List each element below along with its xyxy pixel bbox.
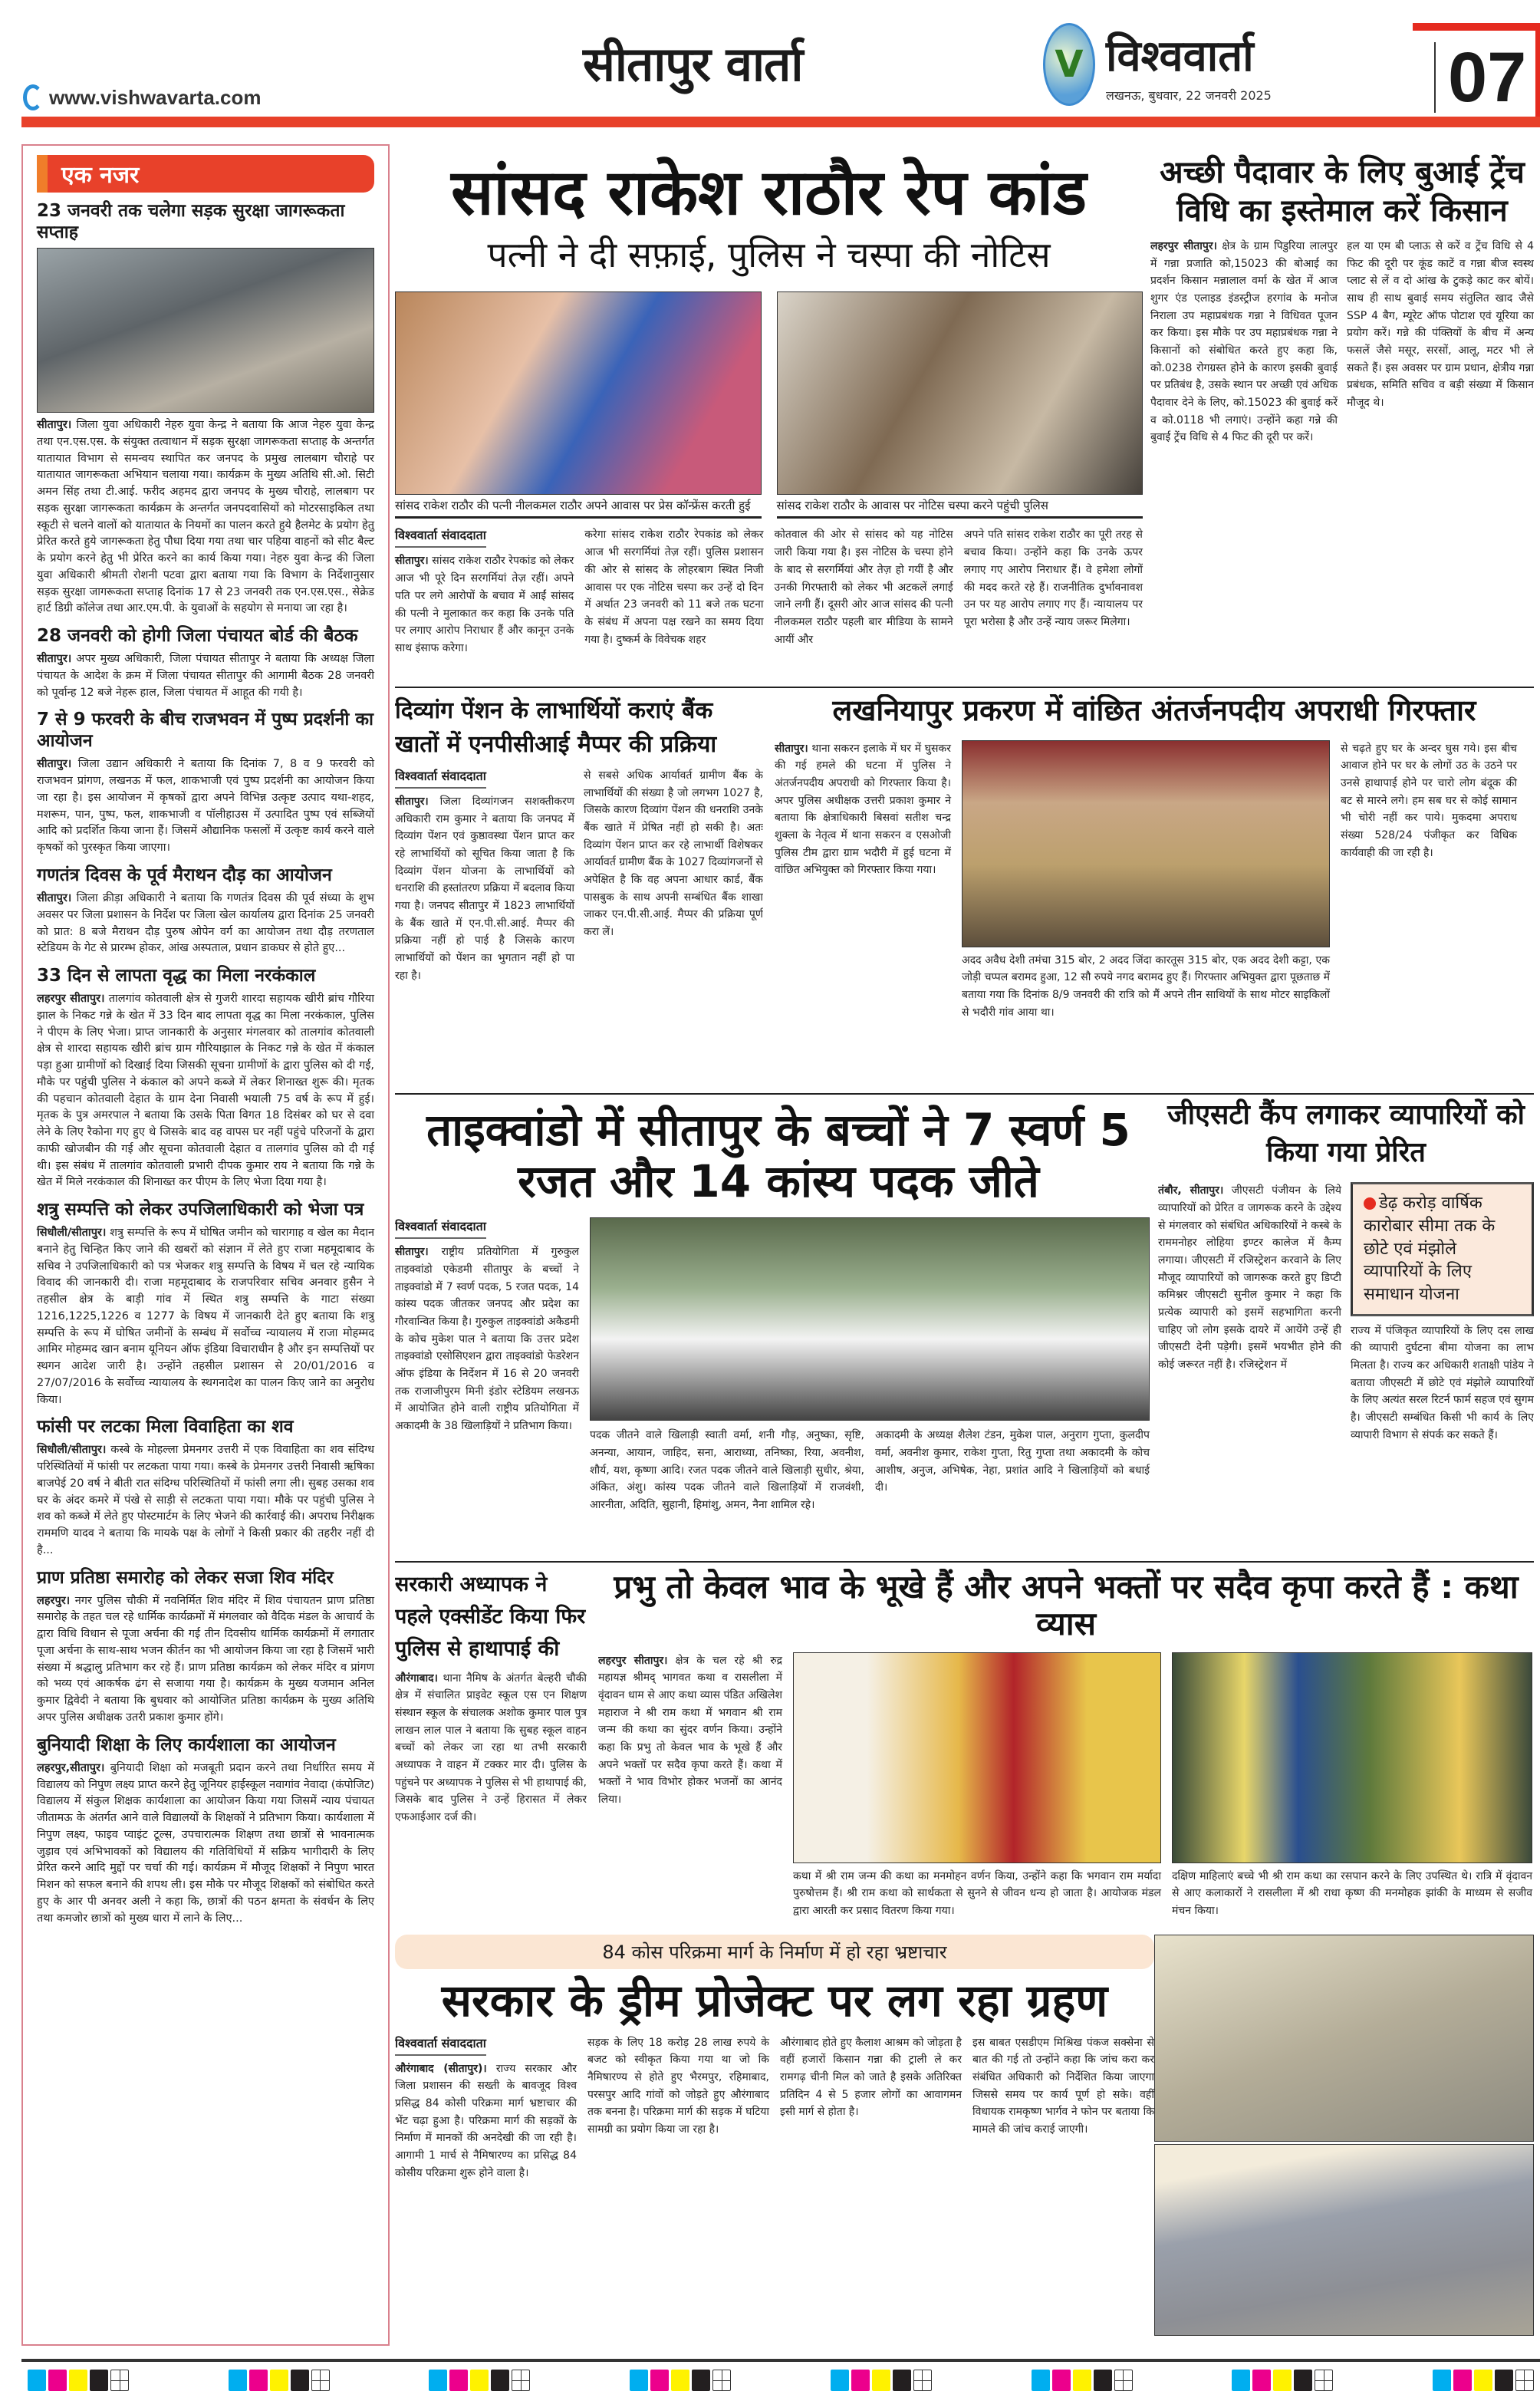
black-swatch	[90, 2370, 108, 2391]
brief-story	[37, 625, 374, 701]
black-swatch	[1094, 2370, 1112, 2391]
registration-mark-icon	[512, 2370, 530, 2391]
byline: विश्ववार्ता संवाददाता	[395, 767, 486, 789]
road-headline: सरकार के ड्रीम प्रोजेक्ट पर लग रहा ग्रहण	[441, 1974, 1108, 2027]
story-column: अकादमी के अध्यक्ष शैलेश टंडन, मुकेश पाल, अनुराग गुप्ता, कुलदीप वर्मा, अवनीश कुमार, राकेश गुप्ता, रितु गुप्ता तथा अकादमी के कोच आशीष, अनुज, अभिषेक, नेहा, प्रशांत आदि ने खिलाड़ियों को बधाई दी।	[875, 1429, 1150, 1494]
cyan-swatch	[1433, 2370, 1451, 2391]
teacher-headline: सरकारी अध्यापक ने पहले एक्सीडेंट किया फिर पुलिस से हाथापाई की	[395, 1573, 586, 1661]
lead-headline: सांसद राकेश राठौर रेप कांड	[451, 156, 1087, 229]
brief-dateline: सिधौली/सीतापुर।	[37, 1227, 107, 1240]
brief-story	[37, 1199, 374, 1408]
brief-headline: 28 जनवरी को होगी जिला पंचायत बोर्ड की बैठक	[37, 626, 358, 647]
story-dateline: लहरपुर सीतापुर।	[1150, 240, 1217, 252]
story-column: थाना सकरन इलाके में घर में घुसकर की गई हमले की घटना में पुलिस ने अंतर्जनपदीय अपराधी को गिरफ्तार किया है। अपर पुलिस अधीक्षक उत्तरी प्रकाश कुमार ने बताया कि क्षेत्राधिकारी बिसवां सतीश चन्द्र शुक्ला के नेतृत्व में थाना सकरन व एसओजी पुलिस टीम द्वारा ग्राम भदौरी में हुई घटना में वांछित अभियुक्त को गिरफ्तार किया गया।	[775, 742, 951, 877]
magenta-swatch	[650, 2370, 669, 2391]
story-column: क्षेत्र के चल रहे श्री रुद्र महायज्ञ श्रीमद् भागवत कथा व रासलीला में वृंदावन धाम से आए कथा व्यास पंडित अखिलेश महाराज ने श्री राम कथा में भगवान श्री राम जन्म की कथा का सुंदर वर्णन किया। उन्होंने कहा कि प्रभु तो केवल भाव के भूखे हैं और अपने भक्तों पर सदैव कृपा करते हैं। कथा में भक्तों ने भाव विभोर होकर भजनों का आनंद लिया।	[598, 1654, 783, 1806]
black-swatch	[1294, 2370, 1312, 2391]
brief-dateline: सिधौली/सीतापुर।	[37, 1444, 107, 1457]
color-swatch-group	[831, 2370, 932, 2389]
brief-story	[37, 965, 374, 1191]
brief-body: कस्बे के मोहल्ला प्रेमनगर उत्तरी में एक विवाहिता का शव संदिग्ध परिस्थितियों में फांसी पर लटकता पाया गया। कस्बे के प्रेमनगर उत्तरी निवासी ऋषिका बाजपेई 20 वर्ष ने बीती रात संदिग्ध परिस्थितियों में फांसी लगा ली। सुबह उसका शव घर के अंदर कमरे में पंखे से साड़ी से लटकता पाया गया। मौके पर पहुंची पुलिस ने शव को कब्जे में लेते हुए पोस्टमार्टम के लिए भेजने की कार्रवाई की। अपराध निरीक्षक राममणि यादव ने बताया कि मायके पक्ष के लोगों ने किसी प्रकार की तहरीर नहीं दी है...	[37, 1444, 375, 1556]
brand-logo-icon: V	[1043, 23, 1095, 106]
black-swatch	[291, 2370, 309, 2391]
gst-headline: जीएसटी कैंप लगाकर व्यापारियों को किया गया प्रेरित	[1167, 1099, 1525, 1168]
arrest-story	[775, 694, 1534, 1078]
browser-e-icon	[23, 84, 43, 110]
brief-story	[37, 1416, 374, 1559]
yellow-swatch	[470, 2370, 489, 2391]
divider	[395, 1561, 1534, 1563]
brief-body: जिला क्रीड़ा अधिकारी ने बताया कि गणतंत्र दिवस की पूर्व संध्या के शुभ अवसर पर जिला प्रशासन के निर्देश पर जिला खेल कार्यालय द्वारा दिनांक 25 जनवरी को प्रात: 8 बजे मैराथन दौड़ पुरुष ओपेन वर्ग का आयोजन तथा दौड़ तरणताल स्टेडियम के गेट से प्रारम्भ होकर, आंख अस्पताल, प्रधान डाकघर से होते हुए...	[37, 892, 374, 955]
story-column: जीएसटी पंजीयन के लिये व्यापारियों को प्रेरित व जागरूक करने के उद्देश्य से मंगलवार को संबंधित अधिकारियों ने कस्बे के राममनोहर लोहिया इण्टर कालेज में कैम्प लगाया। जीएसटी में रजिस्ट्रेशन करवाने के लिए मौजूद व्यापारियों को जागरूक करते हुए डिप्टी कमिश्नर जीएसटी सुनील कुमार ने कहा कि प्रत्येक व्यापारी को इसमें सहभागिता करनी चाहिए जो लोग इसके दायरे में आयेंगे उन्हें ही जीएसटी देनी पड़ेगी। इसमें भयभीत होने की कोई जरूरत नहीं है। रजिस्ट्रेशन में	[1158, 1184, 1341, 1371]
photo-caption: सांसद राकेश राठौर के आवास पर नोटिस चस्पा करने पहुंची पुलिस	[777, 495, 1143, 519]
byline: विश्ववार्ता संवाददाता	[395, 2034, 486, 2056]
story-dateline: सीतापुर।	[395, 795, 429, 808]
header-rule	[21, 117, 1540, 127]
color-swatch-group	[1032, 2370, 1133, 2389]
bullet-dot-icon	[1364, 1197, 1376, 1210]
brief-dateline: सीतापुर।	[37, 758, 72, 771]
print-registration-strip	[21, 2359, 1540, 2397]
brand-name: विश्ववार्ता	[1106, 31, 1254, 81]
magenta-swatch	[1052, 2370, 1071, 2391]
yellow-swatch	[1273, 2370, 1292, 2391]
magenta-swatch	[1453, 2370, 1472, 2391]
story-column: करेगा सांसद राकेश राठौर रेपकांड को लेकर आज भी सरगर्मियां तेज़ रहीं। पुलिस प्रशासन की ओर से सांसद के लोहरबाग स्थित निजी आवास पर एक नोटिस चस्पा कर उन्हें दो दिन में अर्थात 23 जनवरी को 11 बजे तक घटना के संबंध में अपना पक्ष रखने का समय दिया गया है। दुष्कर्म के विवेचक शहर	[584, 529, 764, 646]
black-swatch	[692, 2370, 710, 2391]
story-dateline: सीतापुर।	[395, 555, 429, 568]
teacher-story	[395, 1569, 587, 1922]
story-column: राज्य सरकार और जिला प्रशासन की सख्ती के बावजूद विश्व प्रसिद्ध 84 कोसी परिक्रमा मार्ग भ्रष्टाचार की भेंट चढ़ा हुआ है। परिक्रमा मार्ग की सड़कों के निर्माण में मानकों की अनदेखी की जा रही है। आगामी 1 मार्च से नैमिषारण्य का प्रसिद्ध 84 कोसीय परिक्रमा शुरू होने वाला है।	[395, 2062, 577, 2179]
magenta-swatch	[48, 2370, 67, 2391]
taekwondo-team-photo	[590, 1217, 1150, 1421]
cyan-swatch	[229, 2370, 247, 2391]
cyan-swatch	[630, 2370, 648, 2391]
brief-headline: प्राण प्रतिष्ठा समारोह को लेकर सजा शिव मंदिर	[37, 1567, 334, 1588]
brief-headline: 23 जनवरी तक चलेगा सड़क सुरक्षा जागरूकता सप्ताह	[37, 201, 345, 243]
taekwondo-story	[395, 1105, 1162, 1557]
story-column: कोतवाल की ओर से सांसद को यह नोटिस जारी किया गया है। इस नोटिस के चस्पा होने के बाद से सरगर्मियां और तेज़ हो गयीं है और उनकी गिरफ्तारी को लेकर भी अटकलें लगाई जाने लगी हैं। दूसरी ओर आज सांसद की पत्नी नीलकमल राठौर पहली बार मीडिया के सामने आयीं और	[774, 529, 953, 646]
raslila-photo	[1172, 1652, 1532, 1863]
registration-mark-icon	[913, 2370, 932, 2391]
brief-headline: शत्रु सम्पत्ति को लेकर उपजिलाधिकारी को भेजा पत्र	[37, 1200, 364, 1220]
brief-story	[37, 709, 374, 857]
taekwondo-headline: ताइक्वांडो में सीतापुर के बच्चों ने 7 स्वर्ण 5 रजत और 14 कांस्य पदक जीते	[426, 1105, 1130, 1207]
police-notice-photo	[777, 291, 1143, 495]
story-column: दक्षिण माहिलाएं बच्चे भी श्री राम कथा का रसपान करने के लिए उपस्थित थे। रात्रि में वृंदावन से आए कलाकारों ने रासलीला में श्री राधा कृष्ण की मनमोहक झांकी के माध्यम से सजीव मंचन किया।	[1172, 1869, 1532, 1917]
story-column: सांसद राकेश राठौर रेपकांड को लेकर आज भी पूरे दिन सरगर्मियां तेज़ रहीं। अपने पति पर लगे आरोपों के बचाव में आईं सांसद की पत्नी ने मुलाकात कर कहा कि उनके पति पर लगाए आरोप निराधार हैं और कानून उनके साथ इंसाफ करेगा।	[395, 555, 574, 654]
yellow-swatch	[69, 2370, 87, 2391]
story-column: क्षेत्र के ग्राम पिडुरिया लालपुर में गन्ना प्रजाति को,15023 की बोआई का प्रदर्शन किसान मन्नालाल वर्मा के खेत में आज शुगर एंड एलाइड इंडस्ट्रीज हरगांव के मनोज निराला उप महाप्रबंधक गन्ना ने विधिवत पूजन कर किया। इस मौके पर उप महाप्रबंधक गन्ना ने किसानों को संबोधित करते हुए कहा कि, को.0238 रोगग्रस्त होने के कारण इसकी बुवाई पर प्रतिबंध है, उसके स्थान पर अच्छी एवं अधिक पैदावार देने के लिए, को.15023 की बुवाई करें व को.0118 भी लगाएं। उन्होंने कहा गन्ने की बुवाई ट्रेंच विधि से 4 फिट की दूरी पर करें।	[1150, 240, 1338, 444]
brief-story	[37, 1734, 374, 1928]
brief-dateline: सीतापुर।	[37, 892, 72, 905]
farming-headline: अच्छी पैदावार के लिए बुआई ट्रेंच विधि का इस्तेमाल करें किसान	[1160, 155, 1525, 229]
brief-body: शत्रु सम्पत्ति के रूप में घोषित जमीन को चारागाह व खेल का मैदान बनाने हेतु चिन्हित किए जाने की खबरों को संज्ञान में लेते हुए राजा महमूदाबाद के सचिव ने उपजिलाधिकारी को पत्र भेजकर शत्रु सम्पत्ति के विषय में चल रहे न्यायिक विवाद की जानकारी दी। राजा महमूदाबाद के राजपरिवार सचिव अनवार हुसैन ने तहसील क्षेत्र के बाड़ी गांव में स्थित शत्रु सम्पत्ति के गाटा संख्या 1216,1225,1226 व 1277 के विषय में जानकारी देते हुए बताया कि शत्रु सम्पत्ति के रूप में घोषित जमीनों के सम्बंध में सर्वोच्च न्यायालय में राजा मोहम्मद आमिर मोहम्मद खान बनाम यूनियन ऑफ इंडिया विचाराधीन है और इन सम्पत्तियों पर स्थगन आदेश जारी है। उन्होंने तहसील प्रशासन से 20/01/2016 व 27/07/2016 के सर्वोच्च न्यायालय के स्थगनादेश का पालन किए जाने का अनुरोध किया।	[37, 1227, 375, 1406]
byline: विश्ववार्ता संवाददाता	[395, 526, 486, 548]
story-column: अपने पति सांसद राकेश राठौर का पूरी तरह से बचाव किया। उन्होंने कहा कि उनके ऊपर लगाए गए आरोप निराधार हैं। वे हमेशा लोगों की मदद करते रहे हैं। राजनीतिक दुर्भावनावश उन पर यह आरोप लगाए गए हैं। न्यायालय पर पूरा भरोसा है और उन्हें न्याय जरूर मिलेगा।	[963, 529, 1143, 628]
brief-story	[37, 1567, 374, 1727]
color-swatch-group	[429, 2370, 530, 2389]
registration-mark-icon	[1515, 2370, 1534, 2391]
magenta-swatch	[851, 2370, 870, 2391]
story-dateline: सीतापुर।	[395, 1246, 429, 1259]
brief-body: तालगांव कोतवाली क्षेत्र से गुजरी शारदा सहायक खीरी ब्रांच गौरिया झाल के निकट गन्ने के खेत में 33 दिन बाद लापता वृद्ध का मिला नरकंकाल, पुलिस ने पीएम के लिए भेजा। प्राप्त जानकारी के अनुसार मंगलवार को तालगांव कोतवाली क्षेत्र से शारदा सहायक खीरी ब्रांच ग्राम गौरियाझाल के निकट गन्ने के खेत में कंकाल पड़ा हुआ ग्रामीणों को दिखाई दिया जिसकी सूचना ग्रामीणों के द्वारा पुलिस को दी गई, मौके पर पहुंची पुलिस ने कंकाल को अपने कब्जे में लेकर शिनाख्त शुरू की। मृतक की पहचान कोतवाली देहात के ग्राम देना निवासी भयाली 75 वर्ष के रूप में हुई। मृतक के पुत्र अमरपाल ने बताया कि उसके पिता विगत 18 दिसंबर को घर से दवा लेने के लिए रैकोना गए हुए थे जिसके बाद वह वापस घर नहीं पहुंचे परिजनों के द्वारा काफी खोजबीन की गई और सूचना कोतवाली देहात व तालगांव पुलिस को दी गई थी। इस संबंध में तालगांव कोतवाली प्रभारी दीपक कुमार राय ने बताया कि गन्ने के खेत में मिले नरकंकाल की शिनाख्त कर पीएम के लिए भेजा दिया गया है।	[37, 993, 374, 1189]
story-column: से चढ़ते हुए घर के अन्दर घुस गये। इस बीच आवाज होने पर घर के लोगों उठ के उठने पर उनसे हाथापाई होने पर चारो लोग बंदूक की बट से मारने लगे। हम सब घर से कोई सामान भी चोरी नहीं कर पाये। मुकदमा अपराध संख्या 528/24 पंजीकृत कर विधिक कार्यवाही की जा रही है।	[1341, 742, 1517, 859]
damaged-road-photo	[1154, 1935, 1534, 2142]
cyan-swatch	[429, 2370, 447, 2391]
brief-dateline: सीतापुर।	[37, 653, 72, 666]
brief-headline: 33 दिन से लापता वृद्ध का मिला नरकंकाल	[37, 966, 316, 986]
yellow-swatch	[1474, 2370, 1492, 2391]
brief-headline: फांसी पर लटका मिला विवाहिता का शव	[37, 1417, 294, 1438]
color-swatch-group	[1232, 2370, 1333, 2389]
story-dateline: लहरपुर सीतापुर।	[598, 1654, 668, 1667]
black-swatch	[893, 2370, 911, 2391]
brief-body: जिला युवा अधिकारी नेहरु युवा केन्द्र ने बताया कि आज नेहरु युवा केन्द्र तथा एन.एस.एस. के संयुक्त तत्वाधान में सड़क सुरक्षा जागरूकता सप्ताह के अन्तर्गत यातायात विभाग से समन्वय स्थापित कर जनपद के प्रमुख लालबाग चौराहे पर यातायात जागरूकता अभियान चलाया गया। कार्यक्रम के मुख्य अतिथि सी.ओ. सिटी अमन सिंह तथा टी.आई. फरीद अहमद द्वारा जनपद के मुख्य चौराहे, लालबाग पर सड़क सुरक्षा जागरूकता कार्यक्रम के अन्तर्गत जनपदवासियों को मोटरसाइकिल तथा स्कूटी से चलने वालों को यातायात के नियमों का पालन करते हुये हैलमेट के प्रयोग हेतु प्रेरित करते हुये जागरूकता हेतु पौधा दिया गया तथा चार पहिया वाहनों को सीट बैल्ट के प्रयोग करने हेतु भी प्रेरित करने का कार्य किया गया। नेहरु युवा केन्द्र की जिला युवा अधिकारी श्रीमती रोशनी पटवा द्वारा बताया गया कि विभाग के निर्देशानुसार सड़क सुरक्षा जागरूकता सप्ताह दिनांक 17 से 23 जनवरी तक एन.एस.एस., सेक्रेड हार्ट डिग्री कॉलेज तथा आर.एम.पी. के युवाओं के सहयोग से मनाया जा रहा है।	[37, 419, 374, 615]
pension-story	[395, 694, 763, 1078]
brief-story	[37, 865, 374, 957]
registration-mark-icon	[110, 2370, 129, 2391]
registration-mark-icon	[1315, 2370, 1333, 2391]
brief-dateline: लहरपुर।	[37, 1594, 71, 1607]
brief-body: जिला उद्यान अधिकारी ने बताया कि दिनांक 7, 8 व 9 फरवरी को राजभवन प्रांगण, लखनऊ में फल, शाकभाजी एवं पुष्प प्रदर्शनी का आयोजन किया जा रहा है। इस आयोजन में कृषकों द्वारा अपने विभिन्न उत्कृष्ट उत्पाद यथा-शहद, मशरूम, पान, पुष्प, फल, शाकभाजी व पॉलीहाउस में उत्पादित पुष्प एवं सब्जियों आदि को प्रदर्शित किया जाना हैं। जिसमें औद्यानिक फसलों में उत्कृष्ट कार्य करने वाले कृषकों को पुरस्कृत किया जाएगा।	[37, 758, 374, 855]
color-swatch-group	[28, 2370, 129, 2389]
story-column: पदक जीतने वाले खिलाड़ी स्वाती वर्मा, शनी गौड़, अनुष्का, सृष्टि, अनन्या, आयान, जाहिद, सना, आराध्या, तनिष्का, रिया, अवनीश, शौर्य, यश, कृष्णा आदि। रजत पदक जीतने वाले खिलाड़ी सुधीर, श्रेया, अंकित, अंशु। कांस्य पदक जीतने वाले खिलाड़ियों में राजवंशी, आरनीता, अदिति, सुहानी, हिमांशु, अमन, नैना शामिल रहे।	[590, 1429, 864, 1512]
gst-story	[1158, 1097, 1534, 1557]
story-column: राज्य में पंजिकृत व्यापारियों के लिए दस लाख की व्यापारी दुर्घटना बीमा योजना का लाभ मिलता है। राज्य कर अधिकारी शताक्षी पांडेय ने बताया जीएसटी में छोटे एवं मंझोले व्यापारियों के लिए अत्यंत सरल रिटर्न फार्म सहज एवं सुगम है। जीएसटी सम्बंधित किसी भी कार्य के लिए व्यापारी विभाग से संपर्क कर सकते हैं।	[1351, 1324, 1534, 1441]
story-dateline: औरंगाबाद (सीतापुर)।	[395, 2062, 487, 2075]
story-dateline: सीतापुर।	[775, 742, 808, 755]
story-dateline: औरंगाबाद।	[395, 1671, 438, 1685]
lead-story	[395, 157, 1143, 657]
brief-headline: 7 से 9 फरवरी के बीच राजभवन में पुष्प प्रदर्शनी का आयोजन	[37, 710, 374, 752]
story-kicker: 84 कोस परिक्रमा मार्ग के निर्माण में हो रहा भ्रष्टाचार	[395, 1935, 1154, 1969]
brief-dateline: लहरपुर,सीतापुर।	[37, 1761, 105, 1774]
story-column: जिला दिव्यांगजन सशक्तीकरण अधिकारी राम कुमार ने बताया कि जनपद में दिव्यांग पेंशन एवं कुष्ठावस्था पेंशन प्राप्त कर रहे लाभार्थियों को सूचित किया जाता है कि दिव्यांग पेंशन योजना के लाभार्थियों को धनराशि की हस्तांतरण प्रक्रिया में बदलाव किया गया है। जनपद सीतापुर में 1823 लाभार्थियों के बैंक खाते में एन.पी.सी.आई. मैप्पर की प्रक्रिया नहीं हो पाई है जिसके कारण लाभार्थियों को पेंशन का भुगतान नहीं हो पा रहा है।	[395, 795, 574, 982]
byline: विश्ववार्ता संवाददाता	[395, 1217, 486, 1239]
story-body: थाना नैमिष के अंतर्गत बेल्हरी चौकी क्षेत्र में संचालित प्राइवेट स्कूल एस एन शिक्षण संस्थान स्कूल के संचालक अशोक कुमार पाल पुत्र लाखन लाल पाल ने बताया कि सुबह स्कूल वाहन बच्चों को लेकर जा रहा था तभी सरकारी अध्यापक ने वाहन में टक्कर मार दी। पुलिस के पहुंचने पर अध्यापक ने पुलिस से भी हाथापाई की, जिसके बाद पुलिस ने उन्हें हिरासत में लेकर एफआईआर दर्ज की।	[395, 1671, 587, 1823]
masthead	[0, 0, 1540, 130]
highlight-box	[1351, 1182, 1534, 1316]
divider	[395, 1093, 1534, 1095]
story-dateline: तंबौर, सीतापुर।	[1158, 1184, 1224, 1197]
road-safety-photo	[37, 248, 374, 413]
road-story	[395, 1935, 1154, 2357]
column-label: एक नजर	[37, 155, 374, 193]
story-column: सड़क के लिए 18 करोड़ 28 लाख रुपये के बजट को स्वीकृत किया गया था जो कि नैमिषारण्य से होते हुए भैरमपुर, रहिमाबाद, परसपुर आदि गांवों को जोड़ते हुए औरंगाबाद तक बनना है। परिक्रमा मार्ग की सड़क में घटिया सामग्री का प्रयोग किया जा रहा है।	[587, 2036, 769, 2136]
color-swatch-group	[630, 2370, 731, 2389]
ek-nazar-column	[21, 144, 390, 2346]
site-url-link[interactable]	[23, 84, 261, 110]
brand	[1043, 23, 1272, 106]
katha-ceremony-photo	[793, 1652, 1161, 1863]
highlight-text: डेढ़ करोड़ वार्षिक कारोबार सीमा तक के छोटे एवं मंझोले व्यापारियों के लिए समाधान योजना	[1364, 1194, 1496, 1304]
dateline: लखनऊ, बुधवार, 22 जनवरी 2025	[1106, 88, 1272, 103]
lead-subheadline: पत्नी ने दी सफ़ाई, पुलिस ने चस्पा की नोटिस	[487, 234, 1051, 276]
story-column: राष्ट्रीय प्रतियोगिता में गुरुकुल ताइक्वांडो एकेडमी सीतापुर के बच्चों ने ताइक्वांडो में 7 स्वर्ण पदक, 5 रजत पदक, 14 कांस्य पदक जीतकर जनपद और प्रदेश का गौरवान्वित किया है। गुरुकुल ताइक्वांडो अकैडमी के कोच मुकेश पाल ने बताया कि उत्तर प्रदेश ताइक्वांडो एसोसिएशन द्वारा ताइक्वांडो फेडरेशन ऑफ इंडिया के निर्देशन में 16 से 20 जनवरी तक राजाजीपुरम मिनी इंडोर स्टेडियम लखनऊ में आयोजित होने वाली राष्ट्रीय प्रतियोगिता में अकादमी के 38 खिलाड़ियों ने प्रतिभाग किया।	[395, 1246, 579, 1433]
photo-caption: सांसद राकेश राठौर की पत्नी नीलकमल राठौर अपने आवास पर प्रेस कॉन्फ्रेंस करती हुई	[395, 495, 762, 519]
cyan-swatch	[28, 2370, 46, 2391]
page-number: 07	[1434, 42, 1526, 113]
brief-dateline: सीतापुर।	[37, 419, 72, 432]
pension-headline: दिव्यांग पेंशन के लाभार्थियों कराएं बैंक खातों में एनपीसीआई मैप्पर की प्रक्रिया	[395, 697, 717, 758]
brief-headline: बुनियादी शिक्षा के लिए कार्यशाला का आयोजन	[37, 1734, 336, 1755]
cyan-swatch	[831, 2370, 849, 2391]
brief-body: बुनियादी शिक्षा को मजबूती प्रदान करने तथा निर्धारित समय में विद्यालय को निपुण लक्ष्य प्राप्त करने हेतु जूनियर हाईस्कूल नवागांव नेवादा (कंपोजिट) विद्यालय में संकुल शिक्षक कार्यशाला का आयोजन किया गया जिसमें न्याय पंचायत जीतामऊ के अंतर्गत आने वाले विद्यालयों के शिक्षकों ने प्रतिभाग किया। कार्यशाला में निपुण लक्ष्य, फाइव प्वाइंट टूल्स, उपचारात्मक शिक्षण तथा छात्रों से भावनात्मक जुड़ाव एवं अभिभावकों को विद्यालय की गतिविधियों में सक्रिय भागीदारी के लिए प्रेरित करने आदि मुद्दों पर चर्चा की गई। कार्यक्रम में मौजूद शिक्षकों ने निपुण भारत मिशन को सफल बनाने की शपथ ली। इस मौके पर मौजूद शिक्षकों को संबोधित करते हुए के आर पी अनवर अली ने कहा कि, छात्रों की पठन क्षमता के संवर्धन के लिए तथा कमजोर छात्रों को मुख्य धारा में लाने के लिए...	[37, 1761, 374, 1925]
press-conference-photo	[395, 291, 762, 495]
arrest-headline: लखनियापुर प्रकरण में वांछित अंतर्जनपदीय अपराधी गिरफ्तार	[832, 694, 1476, 727]
yellow-swatch	[270, 2370, 288, 2391]
magenta-swatch	[1252, 2370, 1271, 2391]
story-column: हल या एम बी प्लाऊ से करें व ट्रेंच विधि से 4 फिट की दूरी पर कूंड काटें व गन्ना बीज स्वस्थ प्लाट से लें व दो आंख के टुकड़े काट कर बोयें। साथ ही साथ बुवाई समय संतुलित खाद जैसे SSP 4 बैग, म्यूरेट ऑफ पोटाश एवं यूरिया का प्रयोग करें। गन्ने की पंक्तियों के बीच में अन्य फसलें जैसे मसूर, सरसों, आलू, मटर भी ले सकते हैं। इस अवसर पर ग्राम प्रधान, क्षेत्रीय गन्ना प्रबंधक, समिति सचिव व बड़ी संख्या में किसान मौजूद थे।	[1347, 240, 1534, 410]
yellow-swatch	[671, 2370, 689, 2391]
farming-story	[1150, 153, 1534, 683]
brief-dateline: लहरपुर सीतापुर।	[37, 993, 105, 1006]
registration-mark-icon	[311, 2370, 330, 2391]
story-column: अदद अवैध देशी तमंचा 315 बोर, 2 अदद जिंदा कारतूस 315 बोर, एक अदद देशी कट्टा, एक जोड़ी चप्पल बरामद हुआ, 12 सौ रुपये नगद बरामद हुए हैं। गिरफ्तार अभियुक्त द्वारा पूछताछ में बताया गया कि दिनांक 8/9 जनवरी की रात्रि को मैं अपने तीन साथियों के साथ मोटर साइकिलों से भदौरी गांव आया था।	[962, 953, 1330, 1019]
black-swatch	[491, 2370, 509, 2391]
katha-headline: प्रभु तो केवल भाव के भूखे हैं और अपने भक्तों पर सदैव कृपा करते हैं : कथा व्यास	[614, 1569, 1519, 1643]
registration-mark-icon	[712, 2370, 731, 2391]
cyan-swatch	[1232, 2370, 1250, 2391]
story-column: औरंगाबाद होते हुए कैलाश आश्रम को जोड़ता है वहीं हजारों किसान गन्ना की ट्राली ले कर रामगढ़ चीनी मिल को जाते है इसके अतिरिक्त प्रतिदिन 4 से 5 हजार लोगों का आवागमन इसी मार्ग से होता है।	[780, 2036, 962, 2119]
arrest-photo	[962, 740, 1330, 947]
brief-story	[37, 200, 374, 618]
section-title: सीतापुर वार्ता	[583, 36, 803, 92]
yellow-swatch	[872, 2370, 890, 2391]
story-column: से सबसे अधिक आर्यावर्त ग्रामीण बैंक के लाभार्थियों की संख्या है जो लगभग 1027 है, जिसके कारण दिव्यांग पेंशन की धनराशि उनके बैंक खाते में प्रेषित नहीं हो सकी है। अतः दिव्यांग पेंशन प्राप्त कर रहे लाभार्थी विशेषकर आर्यावर्त ग्रामीण बैंक के 1027 दिव्यांगजनों से अपेक्षित है कि वह अपना आधार कार्ड, बैंक पासबुक के साथ अपनी सम्बंधित बैंक शाखा जाकर एन.पी.सी.आई. मैप्पर की प्रक्रिया पूर्ण करा लें।	[584, 769, 763, 939]
damaged-road-photo	[1154, 2144, 1534, 2336]
story-column: कथा में श्री राम जन्म की कथा का मनमोहन वर्णन किया, उन्होंने कहा कि भगवान राम मर्यादा पुरुषोत्तम हैं। श्री राम कथा को सार्थकता से सुनने से जीवन धन्य हो जाता है। आयोजक मंडल द्वारा आरती कर प्रसाद वितरण किया गया।	[793, 1869, 1161, 1917]
magenta-swatch	[249, 2370, 268, 2391]
magenta-swatch	[449, 2370, 468, 2391]
brief-body: अपर मुख्य अधिकारी, जिला पंचायत सीतापुर ने बताया कि अध्यक्ष जिला पंचायत के आदेश के क्रम में जिला पंचायत सीतापुर की आगामी बैठक 28 जनवरी को पूर्वान्ह 12 बजे नेहरू हाल, जिला पंचायत में आहूत की गयी है।	[37, 653, 374, 699]
katha-story	[598, 1569, 1534, 1922]
story-column: इस बाबत एसडीएम मिश्रिख पंकज सक्सेना से बात की गई तो उन्होंने कहा कि जांच करा कर संबंधित अधिकारी को निर्देशित किया जाएगा जिससे समय पर कार्य पूर्ण हो सके। वहीं विधायक रामकृष्ण भार्गव ने फोन पर बताया कि मामले की जांच कराई जाएगी।	[972, 2036, 1154, 2136]
brief-headline: गणतंत्र दिवस के पूर्व मैराथन दौड़ का आयोजन	[37, 865, 332, 885]
registration-mark-icon	[1114, 2370, 1133, 2391]
yellow-swatch	[1073, 2370, 1091, 2391]
divider	[395, 687, 1534, 688]
site-url-text: www.vishwavarta.com	[49, 85, 262, 109]
color-swatch-group	[1433, 2370, 1534, 2389]
black-swatch	[1495, 2370, 1513, 2391]
cyan-swatch	[1032, 2370, 1050, 2391]
brief-body: नगर पुलिस चौकी में नवनिर्मित शिव मंदिर में शिव पंचायतन प्राण प्रतिष्ठा समारोह के तहत चल रहे धार्मिक कार्यक्रमों में मंगलवार को वैदिक मंडल के आचार्य के द्वारा विधि विधान से पूजा अर्चना की गई तीन दिवसीय धार्मिक कार्यक्रमों में लगातार पूजा अर्चना के साथ-साथ भजन कीर्तन का भी आयोजन किया जा रहा है जिसमें भारी संख्या में श्रद्धालु प्रतिभाग कर रहे हैं। प्राण प्रतिष्ठा कार्यक्रम को लेकर मंदिर व प्रांगण को भव्य एवं आकर्षक ढंग से सजाया गया है। कार्यक्रम के मुख्य यजमान अनिल कुमार द्विवेदी ने बताया कि बुधवार को आयोजित प्रतिष्ठा कार्यक्रम के मुख्य अतिथि अपर पुलिस अधीक्षक उतरी प्रकाश कुमार होंगे।	[37, 1594, 374, 1724]
color-swatch-group	[229, 2370, 330, 2389]
